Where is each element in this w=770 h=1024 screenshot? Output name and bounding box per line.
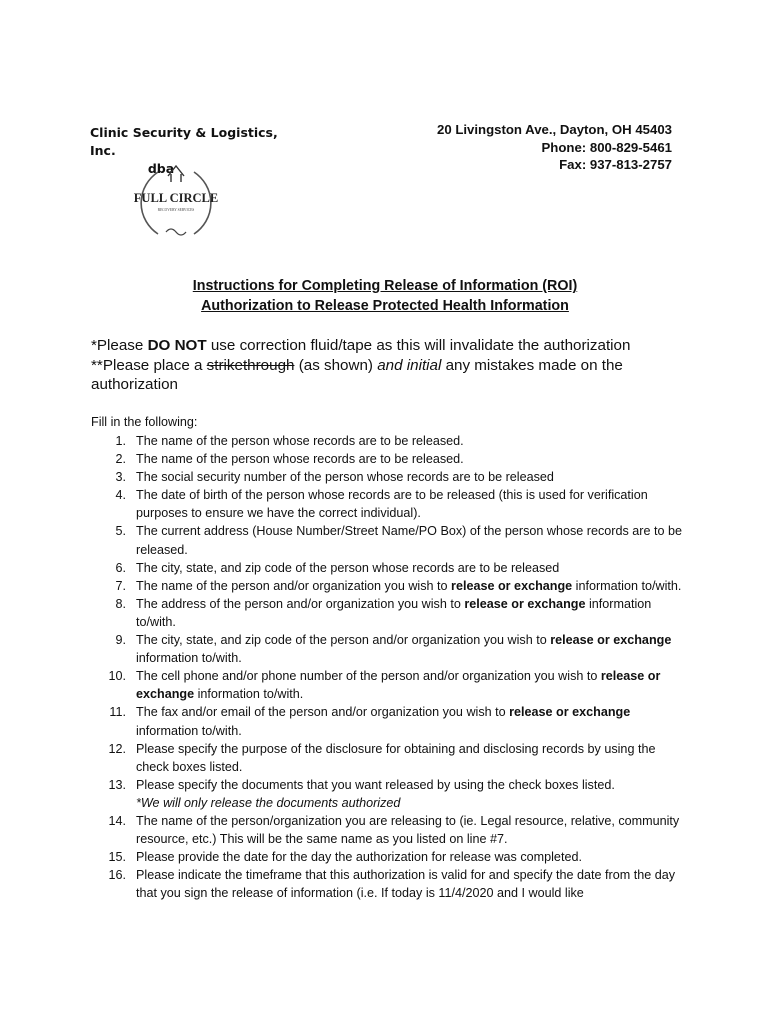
list-item xyxy=(91,776,691,812)
list-item-text: *We will only release the documents authorized xyxy=(136,795,401,810)
list-item-number: 8. xyxy=(115,596,126,611)
list-item xyxy=(91,577,691,595)
list-item xyxy=(91,866,691,902)
full-circle-logo xyxy=(120,158,232,244)
list-item-text: The city, state, and zip code of the person and/or organization you wish to xyxy=(136,633,551,648)
list-item-number: 13. xyxy=(108,777,126,792)
address-block xyxy=(437,121,672,174)
street-address: 20 Livingston Ave., Dayton, OH 45403 xyxy=(436,122,672,137)
list-item-number: 7. xyxy=(115,578,126,593)
list-item-text: The date of birth of the person whose records are to be released (this is used for verification purposes to ensure we have the correct individual). xyxy=(136,488,648,521)
list-item-number: 1. xyxy=(115,434,126,448)
list-item-text: information to/with. xyxy=(194,687,304,702)
important-notes xyxy=(91,336,671,395)
list-item-text: The name of the person whose records are to be released. xyxy=(136,434,464,448)
list-item xyxy=(91,595,691,631)
list-item-number: 9. xyxy=(115,633,126,648)
list-item-text: The social security number of the person whose records are to be released xyxy=(136,470,554,485)
house-icon xyxy=(168,166,184,182)
list-item-text: The cell phone and/or phone number of the person and/or organization you wish to xyxy=(136,669,601,684)
list-item xyxy=(91,631,691,667)
list-item xyxy=(91,522,691,558)
note-correction-fluid: *Please DO NOT use correction fluid/tape as this will invalidate the authorization xyxy=(91,337,631,354)
list-item-text: Please specify the purpose of the disclosure for obtaining and disclosing records by using the check boxes listed. xyxy=(136,741,656,774)
list-item-number: 2. xyxy=(115,452,126,467)
list-item xyxy=(91,486,691,522)
list-item xyxy=(91,468,691,486)
logo-text: FULL CIRCLE xyxy=(133,191,219,205)
company-name: Clinic Security & Logistics, Inc. xyxy=(90,125,278,158)
list-item xyxy=(91,450,691,468)
list-item-text: The current address (House Number/Street Name/PO Box) of the person whose records are to be released. xyxy=(136,524,682,557)
fax-number: Fax: 937-813-2757 xyxy=(559,157,672,172)
list-item xyxy=(91,812,691,848)
list-item-text: Please specify the documents that you want released by using the check boxes listed. xyxy=(136,777,615,792)
list-item xyxy=(91,559,691,577)
fill-intro: Fill in the following: xyxy=(91,415,198,429)
list-item-number: 4. xyxy=(115,488,126,503)
list-item-number: 3. xyxy=(115,470,126,485)
list-item-text: information to/with. xyxy=(136,596,652,629)
list-item-number: 11. xyxy=(109,705,126,720)
list-item-text: release or exchange xyxy=(451,578,573,593)
list-item-text: Please indicate the timeframe that this authorization is valid for and specify the date from the day that you sign the release of information (i.e. If today is 11/4/2020 and I would like xyxy=(136,868,676,901)
list-item-number: 5. xyxy=(115,524,126,539)
list-item-text: release or exchange xyxy=(464,596,586,611)
list-item-number: 6. xyxy=(115,560,126,575)
list-item xyxy=(91,848,691,866)
list-item-text: release or exchange xyxy=(509,705,631,720)
list-item xyxy=(91,667,691,703)
list-item-number: 14. xyxy=(108,813,126,828)
logo-subtext: RECOVERY SERVICES xyxy=(157,208,195,212)
handshake-icon xyxy=(166,229,186,235)
list-item-text: Please provide the date for the day the authorization for release was completed. xyxy=(136,850,582,865)
list-item xyxy=(91,703,691,739)
list-item-text: The city, state, and zip code of the person whose records are to be released xyxy=(136,560,560,575)
list-item-number: 16. xyxy=(108,868,126,883)
phone-number: Phone: 800-829-5461 xyxy=(541,139,672,155)
list-item-number: 12. xyxy=(108,741,126,756)
full-circle-logo-graphic xyxy=(120,158,232,244)
list-item xyxy=(91,432,691,450)
list-item-number: 10. xyxy=(108,669,126,684)
list-item-number: 15. xyxy=(108,850,126,865)
note-strikethrough: **Please place a strikethrough (as shown) and initial any mistakes made on the authorization xyxy=(91,356,623,393)
list-item-text: The name of the person and/or organization you wish to xyxy=(136,578,452,593)
dba-label: dba xyxy=(147,161,175,176)
list-item-text: The name of the person/organization you are releasing to (ie. Legal resource, relative, community resource, etc.) This will be the same name as you listed on line #7. xyxy=(136,813,680,847)
list-item-text: information to/with. xyxy=(136,651,242,666)
instruction-list xyxy=(91,432,691,902)
list-item-text: The name of the person whose records are to be released. xyxy=(136,452,464,467)
list-item-text: The address of the person and/or organization you wish to xyxy=(136,596,465,611)
title-line-2: Authorization to Release Protected Health Information xyxy=(201,298,569,314)
list-item-text: release or exchange xyxy=(550,633,672,648)
title-line-1: Instructions for Completing Release of Information (ROI) xyxy=(192,278,578,294)
list-item-text: information to/with. xyxy=(572,578,682,593)
list-item-text: release or exchange xyxy=(136,669,661,702)
document-title xyxy=(0,276,770,316)
list-item xyxy=(91,740,691,776)
list-item-text: information to/with. xyxy=(136,723,242,738)
list-item-text: The fax and/or email of the person and/or organization you wish to xyxy=(136,705,510,720)
